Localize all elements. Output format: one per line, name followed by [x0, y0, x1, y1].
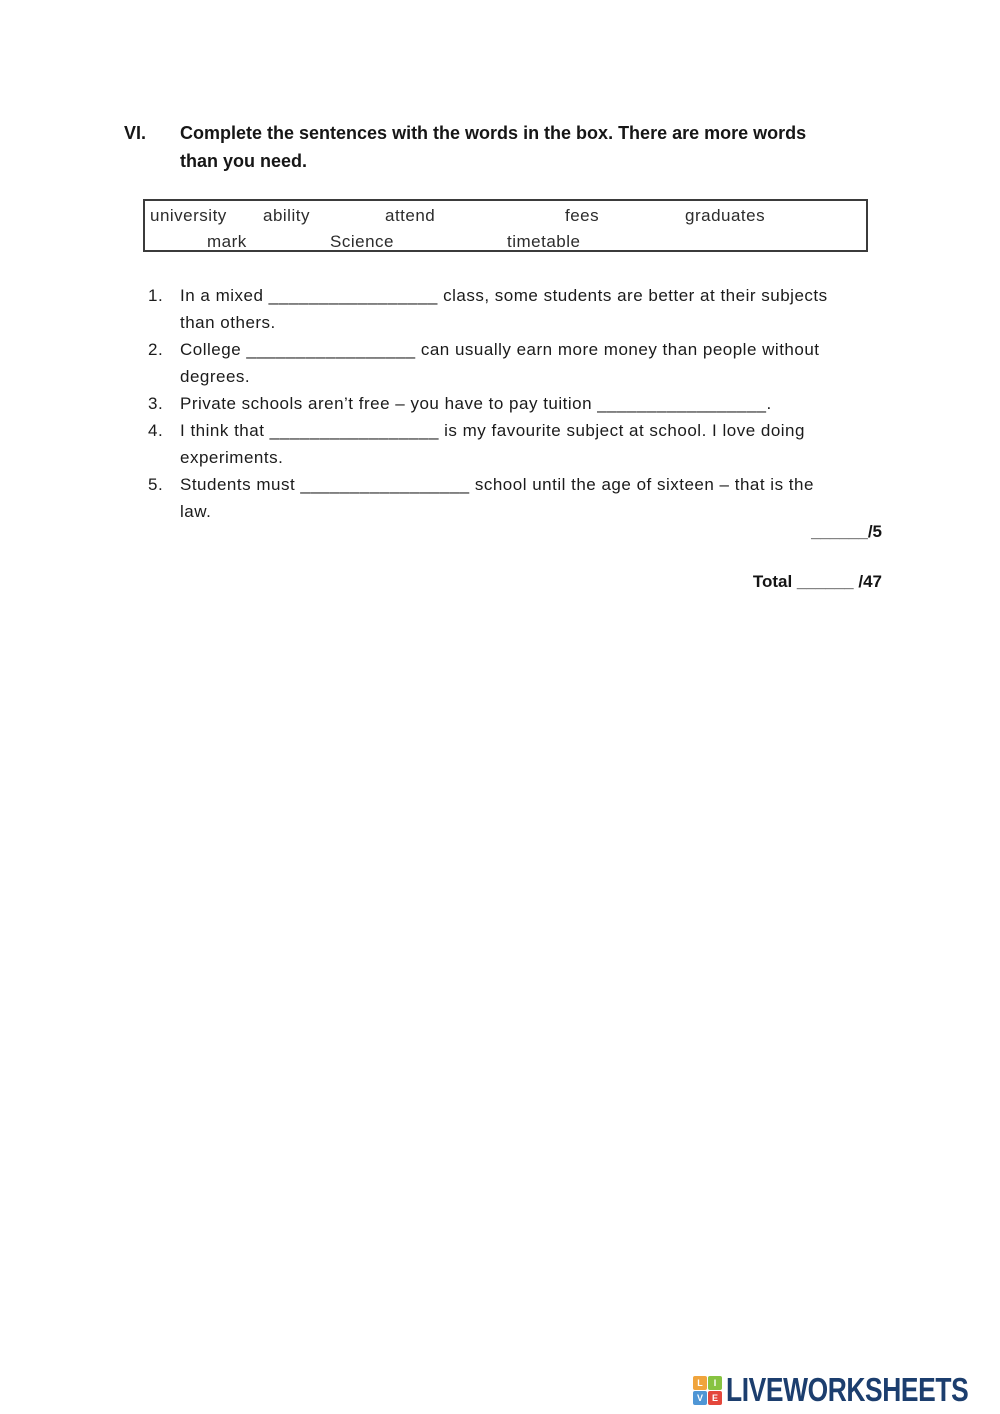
total-score: Total ______ /47 — [752, 572, 882, 591]
word-bank-item: Science — [330, 232, 394, 251]
sentence-list — [148, 282, 888, 525]
sentence-pre: In a mixed — [180, 286, 269, 305]
logo-square-v: V — [693, 1391, 707, 1405]
sentence-text — [180, 390, 888, 417]
instruction-line-2: than you need. — [180, 151, 308, 171]
sentence-pre: Private schools aren’t free – you have to pay tuition — [180, 394, 598, 413]
sentence-line-2: law. — [180, 502, 212, 521]
answer-blank-2[interactable]: _________________ — [246, 340, 416, 359]
word-bank-item: timetable — [507, 232, 581, 251]
exercise-heading — [124, 119, 806, 175]
sentence-post: class, some students are better at their subjects — [437, 286, 828, 305]
answer-blank-1[interactable]: _________________ — [268, 286, 438, 305]
sentence-line-2: experiments. — [180, 448, 284, 467]
exercise-instructions — [180, 119, 806, 175]
sentence-text — [180, 417, 888, 471]
sentence-post: school until the age of sixteen – that is the — [469, 475, 814, 494]
logo-square-i: I — [708, 1376, 722, 1390]
sentence-text — [180, 282, 888, 336]
sentence-1 — [148, 282, 888, 336]
liveworksheets-logo-icon — [693, 1376, 722, 1405]
word-bank-row-1 — [145, 203, 866, 229]
sentence-pre: Students must — [180, 475, 301, 494]
sentence-post: is my favourite subject at school. I love doing — [438, 421, 805, 440]
answer-blank-5[interactable]: _________________ — [300, 475, 470, 494]
sentence-4 — [148, 417, 888, 471]
sentence-post: can usually earn more money than people without — [415, 340, 820, 359]
word-bank-item: ability — [263, 206, 310, 225]
sentence-3 — [148, 390, 888, 417]
word-bank-box — [143, 199, 868, 252]
sentence-5 — [148, 471, 888, 525]
sentence-text — [180, 336, 888, 390]
answer-blank-4[interactable]: _________________ — [269, 421, 439, 440]
sentence-number: 5. — [148, 475, 164, 494]
sentence-post: . — [766, 394, 772, 413]
sentence-text — [180, 471, 888, 525]
word-bank-item: university — [150, 206, 227, 225]
sentence-number: 1. — [148, 286, 164, 305]
word-bank-item: attend — [385, 206, 436, 225]
sentence-line-2: than others. — [180, 313, 276, 332]
instruction-line-1: Complete the sentences with the words in the box. There are more words — [180, 123, 807, 143]
sentence-line-2: degrees. — [180, 367, 251, 386]
section-score: ______/5 — [811, 522, 882, 541]
word-bank-row-2 — [145, 229, 866, 255]
section-number: VI. — [124, 123, 147, 143]
word-bank-item: mark — [207, 232, 247, 251]
sentence-number: 2. — [148, 340, 164, 359]
sentence-number: 4. — [148, 421, 164, 440]
sentence-2 — [148, 336, 888, 390]
logo-square-e: E — [708, 1391, 722, 1405]
brand-name: LIVEWORKSHEETS — [726, 1371, 969, 1408]
word-bank-item: graduates — [685, 206, 766, 225]
logo-square-l: L — [693, 1376, 707, 1390]
sentence-pre: I think that — [180, 421, 270, 440]
sentence-pre: College — [180, 340, 247, 359]
liveworksheets-logo — [693, 1371, 1000, 1409]
sentence-number: 3. — [148, 394, 164, 413]
answer-blank-3[interactable]: _________________ — [597, 394, 767, 413]
word-bank-item: fees — [565, 206, 600, 225]
